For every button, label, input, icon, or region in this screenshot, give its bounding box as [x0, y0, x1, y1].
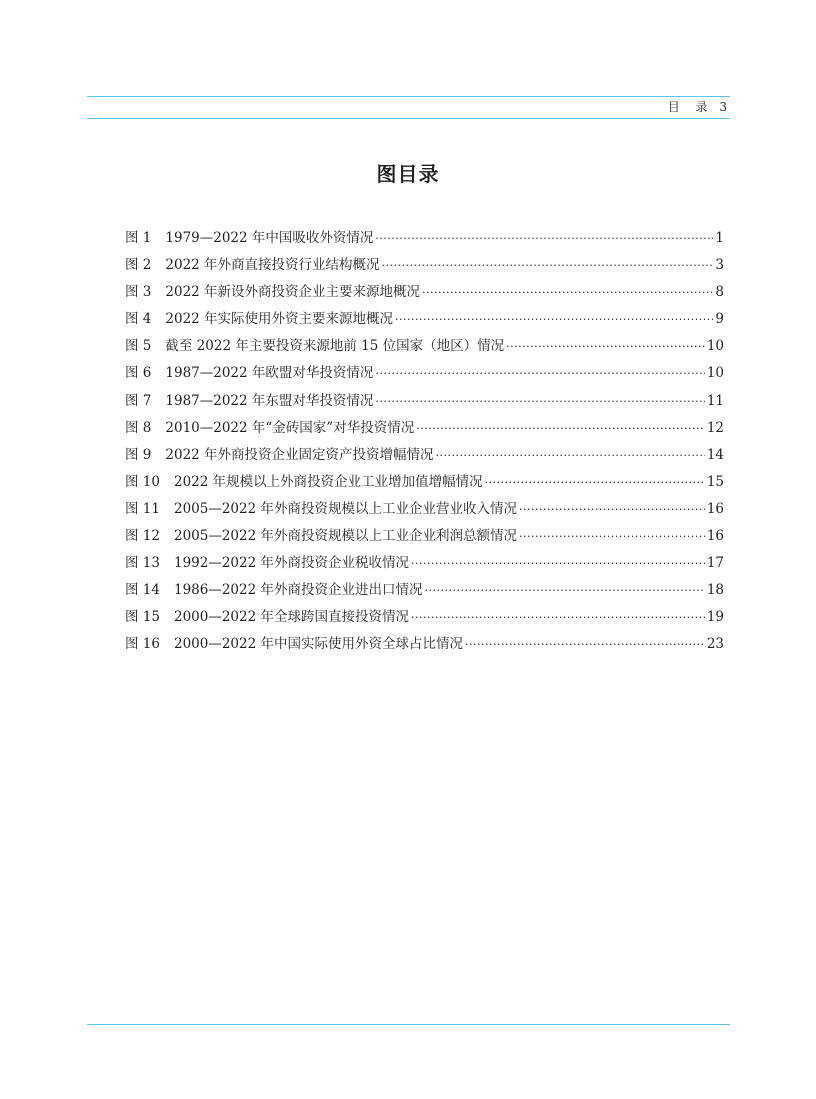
figure-entry[interactable] — [125, 499, 724, 526]
figure-entry-title: 2022 年外商投资企业固定资产投资增幅情况 — [165, 446, 434, 463]
figure-entry-title: 1987—2022 年东盟对华投资情况 — [165, 392, 374, 409]
figure-entry[interactable] — [125, 418, 724, 445]
figure-entry-page: 17 — [706, 555, 724, 572]
dot-leader — [519, 527, 705, 547]
figure-entry[interactable] — [125, 526, 724, 553]
figure-entry-title: 1987—2022 年欧盟对华投资情况 — [165, 365, 374, 382]
figure-entry-title: 1986—2022 年外商投资企业进出口情况 — [173, 582, 423, 599]
running-head-label: 目 录 — [667, 100, 714, 114]
figure-entry-label: 图 4 — [125, 311, 152, 328]
figure-entry[interactable] — [125, 336, 724, 363]
figure-entry-label: 图 6 — [125, 365, 152, 382]
dot-leader — [416, 419, 705, 439]
figure-entry-title: 1992—2022 年外商投资企业税收情况 — [173, 555, 409, 572]
running-head — [668, 99, 727, 115]
dot-leader — [375, 392, 704, 412]
figure-entry-page: 3 — [715, 257, 724, 274]
figure-entry-page: 9 — [715, 311, 724, 328]
page-title: 图目录 — [376, 162, 440, 187]
figure-entry[interactable] — [125, 255, 724, 282]
dot-leader — [411, 554, 705, 574]
figure-entry-label: 图 3 — [125, 284, 152, 301]
figure-entry-title: 2022 年规模以上外商投资企业工业增加值增幅情况 — [173, 473, 483, 490]
figure-entry[interactable] — [125, 445, 724, 472]
figure-entry-page: 1 — [715, 230, 724, 246]
figure-entry-label: 图 11 — [125, 500, 160, 517]
figure-entry-page: 16 — [706, 500, 724, 517]
figure-entry[interactable] — [125, 309, 724, 336]
figure-entry[interactable] — [125, 228, 724, 255]
figure-entry[interactable] — [125, 472, 724, 499]
figure-entry-label: 图 8 — [125, 419, 152, 436]
figure-entry[interactable] — [125, 634, 724, 661]
footer-rule — [87, 1024, 730, 1025]
dot-leader — [411, 608, 705, 628]
dot-leader — [506, 337, 705, 357]
figure-entry-title: 1979—2022 年中国吸收外资情况 — [165, 230, 374, 246]
figure-list — [125, 228, 724, 662]
figure-entry-title: 2022 年实际使用外资主要来源地概况 — [165, 311, 394, 328]
header-rule-top — [87, 96, 730, 97]
figure-entry-page: 16 — [706, 528, 724, 545]
figure-entry-page: 10 — [706, 365, 724, 382]
figure-entry-label: 图 5 — [125, 338, 152, 355]
figure-entry-page: 10 — [706, 338, 724, 355]
dot-leader — [425, 581, 705, 601]
figure-entry-label: 图 16 — [125, 636, 160, 653]
figure-entry[interactable] — [125, 363, 724, 390]
figure-entry-page: 12 — [706, 419, 724, 436]
figure-entry-label: 图 15 — [125, 609, 160, 626]
figure-entry-title: 2022 年新设外商投资企业主要来源地概况 — [165, 284, 421, 301]
figure-entry-label: 图 12 — [125, 528, 160, 545]
figure-entry-page: 23 — [706, 636, 724, 653]
figure-entry[interactable] — [125, 553, 724, 580]
figure-entry-page: 8 — [715, 284, 724, 301]
figure-entry[interactable] — [125, 282, 724, 309]
figure-entry-page: 18 — [706, 582, 724, 599]
figure-entry-label: 图 10 — [125, 473, 160, 490]
figure-entry-label: 图 7 — [125, 392, 152, 409]
figure-entry-title: 2000—2022 年全球跨国直接投资情况 — [173, 609, 409, 626]
dot-leader — [422, 283, 713, 303]
figure-entry-label: 图 1 — [125, 230, 152, 246]
running-head-page-number: 3 — [719, 100, 727, 114]
dot-leader — [375, 229, 713, 249]
figure-entry-page: 15 — [706, 473, 724, 490]
figure-entry-page: 11 — [706, 392, 724, 409]
dot-leader — [519, 500, 705, 520]
figure-entry-label: 图 13 — [125, 555, 160, 572]
figure-entry[interactable] — [125, 391, 724, 418]
dot-leader — [375, 364, 704, 384]
figure-entry-title: 截至 2022 年主要投资来源地前 15 位国家（地区）情况 — [165, 338, 505, 355]
figure-entry-title: 2000—2022 年中国实际使用外资全球占比情况 — [173, 636, 463, 653]
figure-entry-title: 2005—2022 年外商投资规模以上工业企业利润总额情况 — [173, 528, 517, 545]
figure-entry-page: 19 — [706, 609, 724, 626]
figure-entry-label: 图 14 — [125, 582, 160, 599]
figure-entry-label: 图 2 — [125, 257, 152, 274]
dot-leader — [465, 635, 705, 655]
figure-entry-label: 图 9 — [125, 446, 152, 463]
figure-entry[interactable] — [125, 607, 724, 634]
dot-leader — [395, 310, 713, 330]
dot-leader — [485, 473, 705, 493]
header-rule-bottom — [87, 118, 730, 119]
figure-entry-title: 2022 年外商直接投资行业结构概况 — [165, 257, 380, 274]
figure-entry[interactable] — [125, 580, 724, 607]
dot-leader — [436, 446, 705, 466]
figure-entry-title: 2010—2022 年“金砖国家”对华投资情况 — [165, 419, 415, 436]
figure-entry-title: 2005—2022 年外商投资规模以上工业企业营业收入情况 — [173, 500, 517, 517]
figure-entry-page: 14 — [706, 446, 724, 463]
dot-leader — [382, 256, 714, 276]
